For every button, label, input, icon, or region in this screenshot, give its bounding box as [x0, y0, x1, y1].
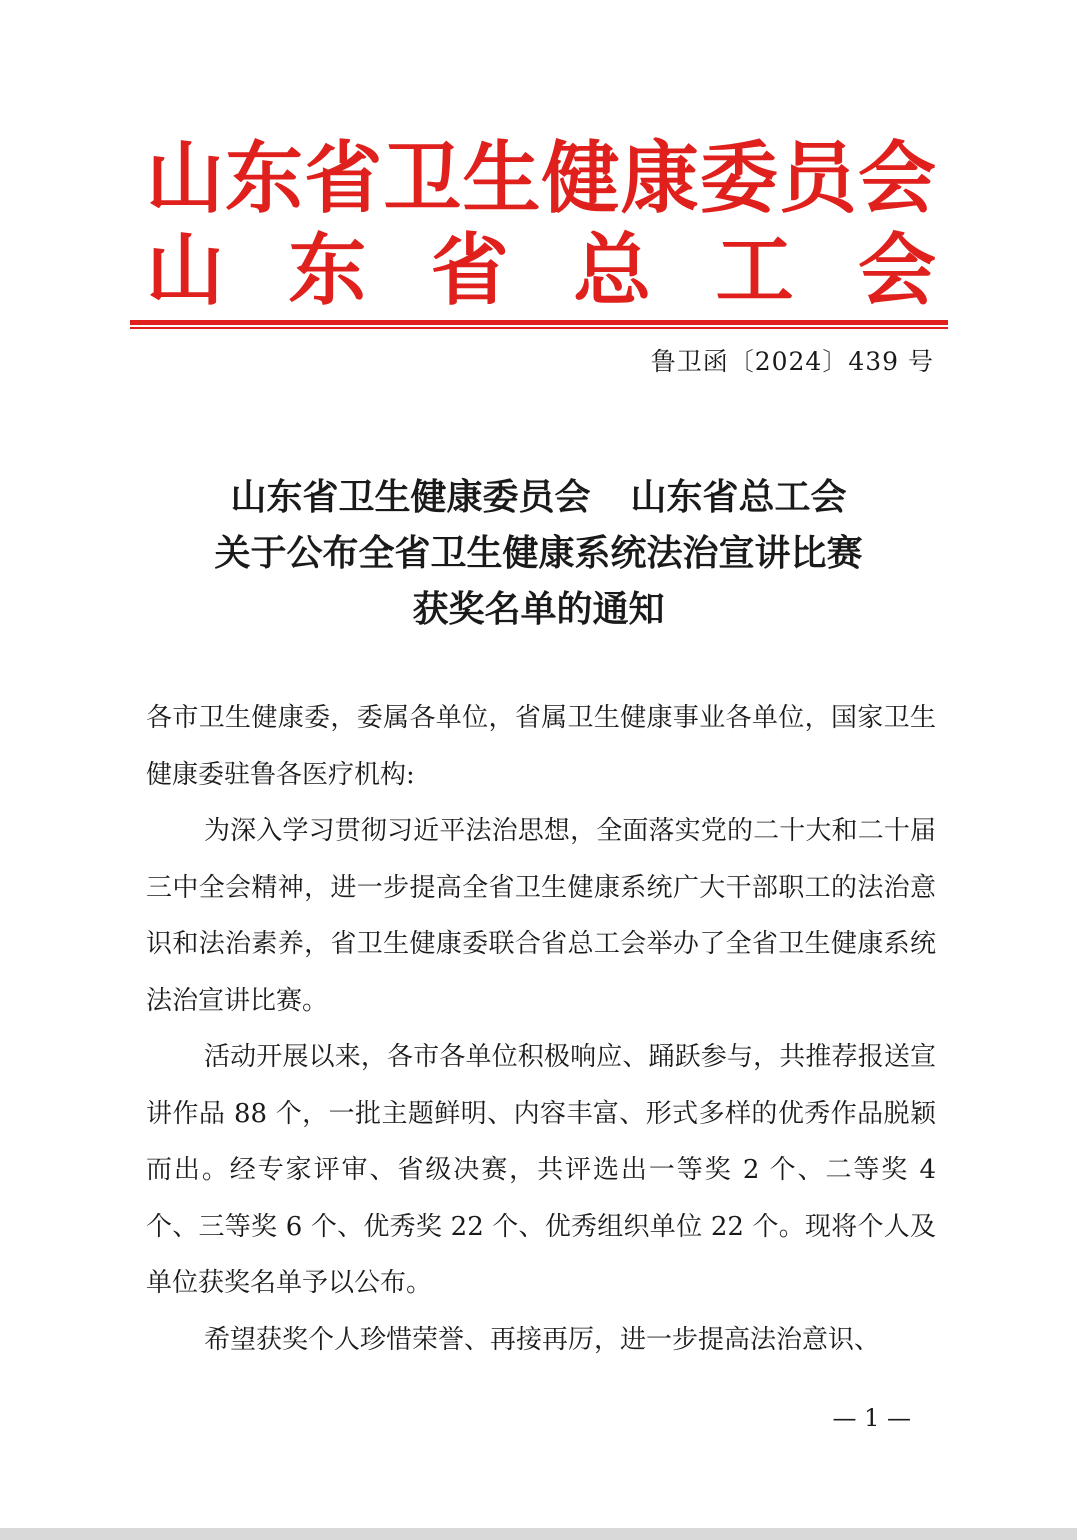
document-number: 鲁卫函〔2024〕439 号 — [650, 347, 934, 376]
title-line-2: 关于公布全省卫生健康系统法治宣讲比赛 — [214, 533, 863, 574]
issuer-char: 总 — [573, 226, 652, 316]
issuer-char: 会 — [857, 226, 936, 316]
body-paragraph: 为深入学习贯彻习近平法治思想，全面落实党的二十大和二十届三中全会精神，进一步提高全省卫生健康系统广大干部职工的法治意识和法治素养，省卫生健康委联合省总工会举办了全省卫生健康系统法治宣讲比赛。 — [146, 816, 936, 1016]
page-number: — 1 — — [832, 1404, 911, 1432]
title-issuer-b: 山东省总工会 — [630, 477, 847, 518]
issuer-trade-union — [146, 226, 936, 316]
issuer-char: 省 — [430, 226, 509, 316]
header-divider — [130, 320, 948, 325]
issuer-char: 省 — [304, 134, 383, 224]
issuer-char: 卫 — [383, 134, 462, 224]
issuer-char: 东 — [288, 226, 367, 316]
issuer-char: 健 — [541, 134, 620, 224]
issuer-char: 山 — [146, 134, 225, 224]
issuer-char: 会 — [857, 134, 936, 224]
body-paragraph: 希望获奖个人珍惜荣誉、再接再厉，进一步提高法治意识、 — [204, 1324, 881, 1355]
issuer-char: 委 — [699, 134, 778, 224]
issuer-char: 工 — [715, 226, 794, 316]
issuer-char: 生 — [462, 134, 541, 224]
title-issuer-a: 山东省卫生健康委员会 — [230, 477, 591, 518]
document-body — [146, 690, 936, 1368]
body-paragraph: 活动开展以来，各市各单位积极响应、踊跃参与，共推荐报送宣讲作品 88 个，一批主题鲜明、内容丰富、形式多样的优秀作品脱颖而出。经专家评审、省级决赛，共评选出一等奖 2 个、二等奖 4 个、三等奖 6 个、优秀奖 22 个、优秀组织单位 22 个。现将个人及单位获奖名单予以公布。 — [146, 1042, 936, 1298]
title-line-3: 获奖名单的通知 — [412, 589, 665, 630]
issuer-char: 山 — [146, 226, 225, 316]
issuer-char: 员 — [778, 134, 857, 224]
issuer-health-commission — [146, 134, 936, 224]
issuer-char: 康 — [620, 134, 699, 224]
screen-bottom-bar — [0, 1528, 1077, 1540]
salutation: 各市卫生健康委，委属各单位，省属卫生健康事业各单位，国家卫生健康委驻鲁各医疗机构: — [146, 703, 936, 790]
header-divider-thin — [130, 327, 948, 329]
issuer-char: 东 — [225, 134, 304, 224]
title-line-1 — [0, 470, 1077, 526]
